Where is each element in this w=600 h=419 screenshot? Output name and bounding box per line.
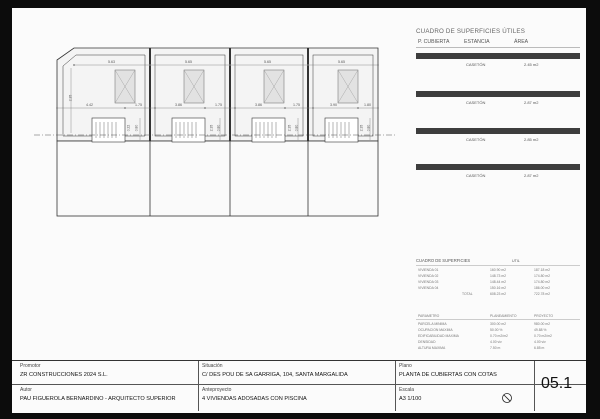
- group-bar-2: [416, 91, 580, 97]
- surfaces-row: VIVIENDA 04 150.16 m2 186.00 m2: [418, 286, 551, 290]
- group-3-room: CASETÓN: [466, 137, 486, 142]
- plano-label: Plano: [399, 363, 412, 369]
- north-arrow-icon: [500, 391, 514, 405]
- promotor-label: Promotor: [20, 363, 41, 369]
- anteproyecto-value: 4 VIVIENDAS ADOSADAS CON PISCINA: [202, 396, 307, 402]
- sheet-number: 05.1: [541, 375, 573, 392]
- dim-mid-3: 3.86: [175, 103, 182, 107]
- dim-vert-3: 0.80: [134, 124, 139, 132]
- situacion-label: Situación: [202, 363, 223, 369]
- autor-label: Autor: [20, 387, 32, 393]
- group-bar-3: [416, 128, 580, 134]
- anteproyecto-label: Anteproyecto: [202, 387, 232, 393]
- surfaces-col-util: UTIL: [512, 259, 520, 263]
- dim-mid-5: 3.86: [255, 103, 262, 107]
- group-bar-4: [416, 164, 580, 170]
- group-4-area: 2.87 m2: [524, 173, 539, 178]
- drawing-sheet: [12, 8, 586, 413]
- parameters-row: DENSIDAD 4.00 viv 4.00 viv: [418, 340, 546, 344]
- dim-top-3: 5.65: [264, 60, 271, 64]
- group-1-room: CASETÓN: [466, 62, 486, 67]
- dim-vert-9: 0.80: [366, 124, 371, 132]
- dim-mid-6: 1.75: [293, 103, 300, 107]
- dim-mid-2: 1.75: [135, 103, 142, 107]
- situacion-value: C/ DES POU DE SA GARRIGA, 104, SANTA MARGALIDA: [202, 372, 348, 378]
- dim-vert-7: 0.80: [294, 124, 299, 132]
- dim-top-2: 5.65: [185, 60, 192, 64]
- col-area: ÁREA: [514, 39, 529, 45]
- surfaces-total-row: TOTAL 608.23 m2 722.78 m2: [462, 292, 551, 296]
- col-estancia: ESTANCIA: [464, 39, 490, 45]
- dim-vert-6: 2.35: [287, 124, 292, 132]
- col-p-cubierta: P. CUBIERTA: [418, 39, 450, 45]
- group-4-room: CASETÓN: [466, 173, 486, 178]
- dim-vert-4: 2.35: [209, 124, 214, 132]
- promotor-value: ZR CONSTRUCCIONES 2024 S.L.: [20, 372, 108, 378]
- parameters-row: OCUPACION MAXIMA 50.00 % 49.88 %: [418, 328, 547, 332]
- group-3-area: 2.85 m2: [524, 137, 539, 142]
- title-block: [12, 360, 586, 411]
- dim-mid-7: 3.90: [330, 103, 337, 107]
- parameters-header: PARAMETRO PLANEAMIENTO PROYECTO: [418, 314, 553, 318]
- surfaces-table: [416, 258, 580, 300]
- parameters-row: EDIFICABILIDAD MAXIMA 0.70 m2/m2 0.70 m2/m2: [418, 334, 552, 338]
- roof-plan-drawing: [12, 8, 412, 353]
- surfaces-title: CUADRO DE SUPERFICIES: [416, 258, 471, 263]
- surfaces-row: VIVIENDA 01 160.90 m2 187.18 m2: [418, 268, 551, 272]
- group-1-area: 2.45 m2: [524, 62, 539, 67]
- dim-vert-5: 0.80: [216, 124, 221, 132]
- autor-value: PAU FIGUEROLA BERNARDINO - ARQUITECTO SUPERIOR: [20, 396, 176, 402]
- group-2-area: 2.87 m2: [524, 100, 539, 105]
- dim-top-1: 5.63: [108, 60, 115, 64]
- dim-top-4: 5.65: [338, 60, 345, 64]
- plano-value: PLANTA DE CUBIERTAS CON COTAS: [399, 372, 497, 378]
- escala-label: Escala: [399, 387, 415, 393]
- dim-mid-8: 1.80: [364, 103, 371, 107]
- surfaces-util-table: [416, 26, 580, 194]
- surfaces-row: VIVIENDA 02 148.73 m2 174.80 m2: [418, 274, 551, 278]
- group-bar-1: [416, 53, 580, 59]
- dim-mid-4: 1.75: [215, 103, 222, 107]
- parameters-row: ALTURA MAXIMA 7.50 m 6.85 m: [418, 346, 545, 350]
- surfaces-util-title: CUADRO DE SUPERFICIES ÚTILES: [416, 28, 526, 35]
- surfaces-row: VIVIENDA 03 148.44 m2 174.80 m2: [418, 280, 551, 284]
- dim-vert-8: 2.35: [359, 124, 364, 132]
- parameters-row: PARCELA MINIMA 300.00 m2 980.00 m2: [418, 322, 551, 326]
- dim-vert-2: 0.22: [126, 124, 131, 132]
- dim-mid-1: 4.42: [86, 103, 93, 107]
- escala-value: A3 1/100: [399, 396, 422, 402]
- parameters-table: [416, 312, 580, 352]
- group-2-room: CASETÓN: [466, 100, 486, 105]
- dim-vert-1: 2.35: [68, 94, 73, 102]
